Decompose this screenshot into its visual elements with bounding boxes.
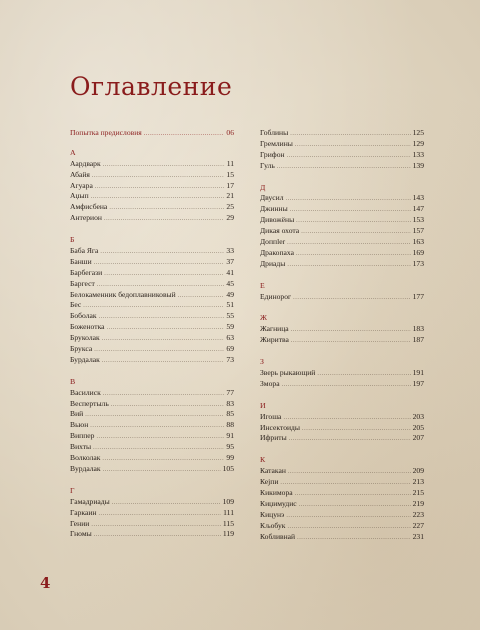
section-letter: З xyxy=(260,357,264,367)
toc-entry-page: 129 xyxy=(412,138,424,148)
toc-entry-page: 183 xyxy=(412,324,424,334)
toc-entry-page: 37 xyxy=(226,256,234,266)
toc-entry[interactable] xyxy=(70,311,234,322)
dot-leader xyxy=(85,410,224,421)
section-letter: Б xyxy=(70,235,75,245)
toc-entry-page: 143 xyxy=(412,193,424,203)
toc-entry[interactable] xyxy=(70,355,234,366)
toc-entry-title: Абайя xyxy=(70,169,90,179)
toc-entry[interactable] xyxy=(260,433,424,444)
toc-entry-page: 177 xyxy=(412,291,424,301)
toc-entry-title: Кејпи xyxy=(260,477,279,487)
toc-entry[interactable] xyxy=(260,237,424,248)
toc-entry-title: Антерион xyxy=(70,213,102,223)
toc-entry-page: 59 xyxy=(226,322,234,332)
toc-entry-title: Бобол​ак xyxy=(70,311,97,321)
toc-entry[interactable] xyxy=(70,344,234,355)
toc-entry[interactable] xyxy=(70,246,234,257)
dot-leader xyxy=(102,454,224,465)
toc-entry[interactable] xyxy=(260,488,424,499)
toc-entry-title: Баба Яга xyxy=(70,246,99,256)
toc-entry[interactable] xyxy=(260,412,424,423)
toc-entry[interactable] xyxy=(260,215,424,226)
dot-leader xyxy=(301,227,410,238)
toc-entry[interactable] xyxy=(260,510,424,521)
dot-leader xyxy=(102,356,225,367)
toc-entry[interactable] xyxy=(260,532,424,543)
dot-leader xyxy=(99,312,225,323)
page-number: 4 xyxy=(40,574,51,592)
toc-entry-title: Барбегази xyxy=(70,267,103,277)
toc-entry-page: 33 xyxy=(226,246,234,256)
toc-entry[interactable] xyxy=(70,290,234,301)
toc-entry-page: 125 xyxy=(412,128,424,137)
toc-entry[interactable] xyxy=(70,170,234,181)
toc-entry-page: 11 xyxy=(226,158,234,168)
toc-entry-title: Жиритва xyxy=(260,335,289,345)
dot-leader xyxy=(91,192,225,203)
section-letter: Г xyxy=(70,485,75,495)
toc-entry-page: 105 xyxy=(222,463,234,473)
toc-entry-title: Амфисбена xyxy=(70,202,108,212)
dot-leader xyxy=(93,443,224,454)
toc-entry[interactable] xyxy=(70,268,234,279)
dot-leader xyxy=(104,214,224,225)
toc-entry[interactable] xyxy=(260,248,424,259)
toc-entry-title: Гремлины xyxy=(260,138,293,148)
dot-leader xyxy=(94,530,221,541)
section-letter: Ж xyxy=(260,313,267,323)
toc-entry-title: Дикая охота xyxy=(260,226,300,236)
toc-entry[interactable] xyxy=(70,202,234,213)
toc-entry[interactable] xyxy=(70,420,234,431)
section-letter: А xyxy=(70,147,76,157)
dot-leader xyxy=(112,498,221,509)
toc-entry-page: 203 xyxy=(412,411,424,421)
toc-entry-title: Банши xyxy=(70,256,92,266)
toc-entry[interactable] xyxy=(70,409,234,420)
toc-entry[interactable] xyxy=(70,333,234,344)
toc-entry-page: 49 xyxy=(226,289,234,299)
toc-entry-title: Гамадриады xyxy=(70,496,110,506)
toc-entry-title: Ифриты xyxy=(260,433,287,443)
toc-entry-title: Белокаменник бедоплавниковый xyxy=(70,289,176,299)
toc-entry-page: 191 xyxy=(412,368,424,378)
toc-entry[interactable] xyxy=(260,161,424,172)
dot-leader xyxy=(302,424,411,435)
toc-entry-page: 147 xyxy=(412,204,424,214)
dot-leader xyxy=(280,478,410,489)
dot-leader xyxy=(94,258,225,269)
toc-entry-page: 88 xyxy=(226,420,234,430)
section-letter: И xyxy=(260,400,266,410)
dot-leader xyxy=(287,151,411,162)
toc-entry-title: Катакан xyxy=(260,466,286,476)
toc-entry-page: 157 xyxy=(412,226,424,236)
toc-entry-title: Кљобук xyxy=(260,520,286,530)
toc-entry-title: Вурдал​ак xyxy=(70,463,101,473)
toc-entry-page: 197 xyxy=(412,378,424,388)
dot-leader xyxy=(95,182,225,193)
toc-entry[interactable] xyxy=(260,259,424,270)
toc-entry-title: Аардварк xyxy=(70,158,101,168)
toc-entry-page: 187 xyxy=(412,335,424,345)
dot-leader xyxy=(96,432,224,443)
toc-entry-page: 109 xyxy=(222,496,234,506)
toc-entry-page: 139 xyxy=(412,160,424,170)
toc-entry-page: 231 xyxy=(412,531,424,541)
toc-entry[interactable] xyxy=(260,521,424,532)
toc-entry[interactable] xyxy=(260,324,424,335)
toc-entry-title: Агуара xyxy=(70,180,93,190)
toc-entry-title: Дриады xyxy=(260,258,286,268)
toc-entry-title: Вий xyxy=(70,409,84,419)
toc-entry-page: 115 xyxy=(222,518,234,528)
dot-leader xyxy=(287,238,410,249)
toc-entry-page: 111 xyxy=(223,507,234,517)
section-letter: В xyxy=(70,376,76,386)
toc-entry[interactable] xyxy=(70,388,234,399)
toc-entry-page: 15 xyxy=(226,169,234,179)
toc-entry-title: Гаркаин xyxy=(70,507,97,517)
toc-entry-title: Инсектоиды xyxy=(260,422,301,432)
toc-entry-title: Брукса xyxy=(70,344,93,354)
dot-leader xyxy=(92,171,225,182)
dot-leader xyxy=(291,336,411,347)
toc-entry[interactable] xyxy=(70,453,234,464)
toc-entry-title: Джинны xyxy=(260,204,288,214)
dot-leader xyxy=(103,465,221,476)
toc-entry-title: Вьюн xyxy=(70,420,89,430)
toc-entry-title: Баргест xyxy=(70,278,95,288)
toc-entry[interactable] xyxy=(70,399,234,410)
dot-leader xyxy=(91,520,221,531)
dot-leader xyxy=(102,334,225,345)
toc-entry-title: Грифон xyxy=(260,149,285,159)
toc-entry-page: 45 xyxy=(226,278,234,288)
toc-entry-page: 119 xyxy=(222,529,234,539)
toc-entry-page: 223 xyxy=(412,509,424,519)
dot-leader xyxy=(290,129,410,140)
toc-entry-title: Зверь рыкающий xyxy=(260,368,316,378)
toc-entry-page: 63 xyxy=(226,333,234,343)
toc-entry-page: 29 xyxy=(226,213,234,223)
toc-entry-title: Брукол​ак xyxy=(70,333,100,343)
toc-entry-title: Кобливнай xyxy=(260,531,296,541)
dot-leader xyxy=(286,194,411,205)
toc-entry-page: 17 xyxy=(226,180,234,190)
toc-entry[interactable] xyxy=(70,431,234,442)
toc-entry[interactable] xyxy=(70,191,234,202)
toc-entry[interactable] xyxy=(70,213,234,224)
dot-leader xyxy=(98,509,221,520)
toc-entry-page: 207 xyxy=(412,433,424,443)
section-letter: Е xyxy=(260,280,265,290)
toc-entry-page: 55 xyxy=(226,311,234,321)
dot-leader xyxy=(293,293,410,304)
dot-leader xyxy=(317,369,410,380)
dot-leader xyxy=(104,269,224,280)
toc-entry[interactable] xyxy=(70,300,234,311)
dot-leader xyxy=(297,533,411,544)
toc-entry-title: Дивожёны xyxy=(260,215,295,225)
toc-entry-title: Единорог xyxy=(260,291,292,301)
dot-leader xyxy=(296,216,410,227)
toc-entry-title: Змора xyxy=(260,378,280,388)
dot-leader xyxy=(288,467,411,478)
toc-entry-page: 95 xyxy=(226,442,234,452)
dot-leader xyxy=(144,129,225,140)
dot-leader xyxy=(289,434,411,445)
toc-entry-title: Боженотка xyxy=(70,322,105,332)
toc-entry[interactable] xyxy=(260,466,424,477)
toc-entry[interactable] xyxy=(70,508,234,519)
toc-entry-page: 73 xyxy=(226,354,234,364)
toc-left-column xyxy=(70,128,234,540)
toc-entry[interactable] xyxy=(260,499,424,510)
toc-entry-title: Доппler xyxy=(260,237,286,247)
toc-entry-page: 06 xyxy=(226,128,234,137)
toc-entry-page: 77 xyxy=(226,387,234,397)
toc-entry-title: Гоблины xyxy=(260,128,289,137)
dot-leader xyxy=(287,522,410,533)
toc-entry-page: 133 xyxy=(412,149,424,159)
toc-entry[interactable] xyxy=(260,379,424,390)
toc-entry-title: Веспертыль xyxy=(70,398,109,408)
toc-entry-page: 91 xyxy=(226,431,234,441)
toc-entry[interactable] xyxy=(260,423,424,434)
toc-entry-title: Виппер xyxy=(70,431,95,441)
dot-leader xyxy=(83,301,224,312)
toc-entry[interactable] xyxy=(70,519,234,530)
dot-leader xyxy=(111,400,225,411)
toc-entry-page: 205 xyxy=(412,422,424,432)
toc-entry-page: 227 xyxy=(412,520,424,530)
dot-leader xyxy=(277,162,411,173)
toc-entry[interactable] xyxy=(260,204,424,215)
dot-leader xyxy=(94,345,224,356)
dot-leader xyxy=(290,205,411,216)
toc-entry[interactable] xyxy=(260,226,424,237)
toc-entry-page: 83 xyxy=(226,398,234,408)
toc-entry-title: Волкол​ак xyxy=(70,453,101,463)
dot-leader xyxy=(295,489,411,500)
toc-entry-page: 51 xyxy=(226,300,234,310)
toc-entry-title: Киџимудис xyxy=(260,498,297,508)
toc-entry-page: 169 xyxy=(412,247,424,257)
toc-entry-page: 173 xyxy=(412,258,424,268)
toc-entry-page: 219 xyxy=(412,498,424,508)
toc-entry[interactable] xyxy=(260,477,424,488)
dot-leader xyxy=(109,203,224,214)
toc-entry[interactable] xyxy=(260,292,424,303)
dot-leader xyxy=(103,160,225,171)
dot-leader xyxy=(100,247,224,258)
toc-entry-page: 69 xyxy=(226,344,234,354)
dot-leader xyxy=(282,380,411,391)
toc-entry-page: 209 xyxy=(412,466,424,476)
toc-entry[interactable] xyxy=(70,529,234,540)
toc-entry-title: Попытка предисловия xyxy=(70,128,142,137)
toc-entry-title: Бурдал​ак xyxy=(70,354,100,364)
toc-entry-title: Жагница xyxy=(260,324,289,334)
toc-entry-page: 153 xyxy=(412,215,424,225)
toc-entry[interactable] xyxy=(260,139,424,150)
toc-entry-title: Гуль xyxy=(260,160,275,170)
dot-leader xyxy=(296,249,411,260)
toc-entry[interactable] xyxy=(70,442,234,453)
toc-entry-title: Василиск xyxy=(70,387,101,397)
toc-entry[interactable] xyxy=(260,128,424,139)
toc-entry-preface[interactable] xyxy=(70,128,234,139)
toc-entry-title: Двусил xyxy=(260,193,284,203)
toc-entry-page: 85 xyxy=(226,409,234,419)
toc-entry-page: 163 xyxy=(412,237,424,247)
toc-entry[interactable] xyxy=(260,193,424,204)
toc-entry-page: 213 xyxy=(412,477,424,487)
toc-entry-title: Гении xyxy=(70,518,90,528)
toc-entry[interactable] xyxy=(70,181,234,192)
toc-entry-page: 99 xyxy=(226,453,234,463)
toc-entry[interactable] xyxy=(70,464,234,475)
dot-leader xyxy=(295,140,411,151)
toc-entry[interactable] xyxy=(260,335,424,346)
toc-entry[interactable] xyxy=(260,150,424,161)
section-letter: К xyxy=(260,455,266,465)
dot-leader xyxy=(287,260,410,271)
toc-entry-title: Бес xyxy=(70,300,82,310)
toc-entry-title: Дракопаха xyxy=(260,247,294,257)
dot-leader xyxy=(291,325,411,336)
toc-entry[interactable] xyxy=(260,368,424,379)
toc-entry-title: Кикимора xyxy=(260,488,293,498)
toc-entry-page: 25 xyxy=(226,202,234,212)
toc-entry-title: Вихты xyxy=(70,442,92,452)
dot-leader xyxy=(178,291,225,302)
page-title: Оглавление xyxy=(70,72,233,101)
dot-leader xyxy=(103,389,225,400)
toc-entry[interactable] xyxy=(70,279,234,290)
dot-leader xyxy=(299,500,411,511)
toc-entry-page: 215 xyxy=(412,488,424,498)
toc-entry-title: Игоша xyxy=(260,411,282,421)
toc-entry-title: Аџып xyxy=(70,191,89,201)
dot-leader xyxy=(283,413,410,424)
toc-right-column xyxy=(260,128,424,543)
toc-entry[interactable] xyxy=(70,257,234,268)
toc-entry-page: 41 xyxy=(226,267,234,277)
dot-leader xyxy=(90,421,224,432)
toc-entry-title: Кицунэ xyxy=(260,509,285,519)
section-letter: Д xyxy=(260,182,266,192)
toc-entry[interactable] xyxy=(70,159,234,170)
toc-entry[interactable] xyxy=(70,497,234,508)
dot-leader xyxy=(286,511,410,522)
toc-entry[interactable] xyxy=(70,322,234,333)
toc-entry-title: Гномы xyxy=(70,529,92,539)
toc-entry-page: 21 xyxy=(226,191,234,201)
dot-leader xyxy=(107,323,225,334)
